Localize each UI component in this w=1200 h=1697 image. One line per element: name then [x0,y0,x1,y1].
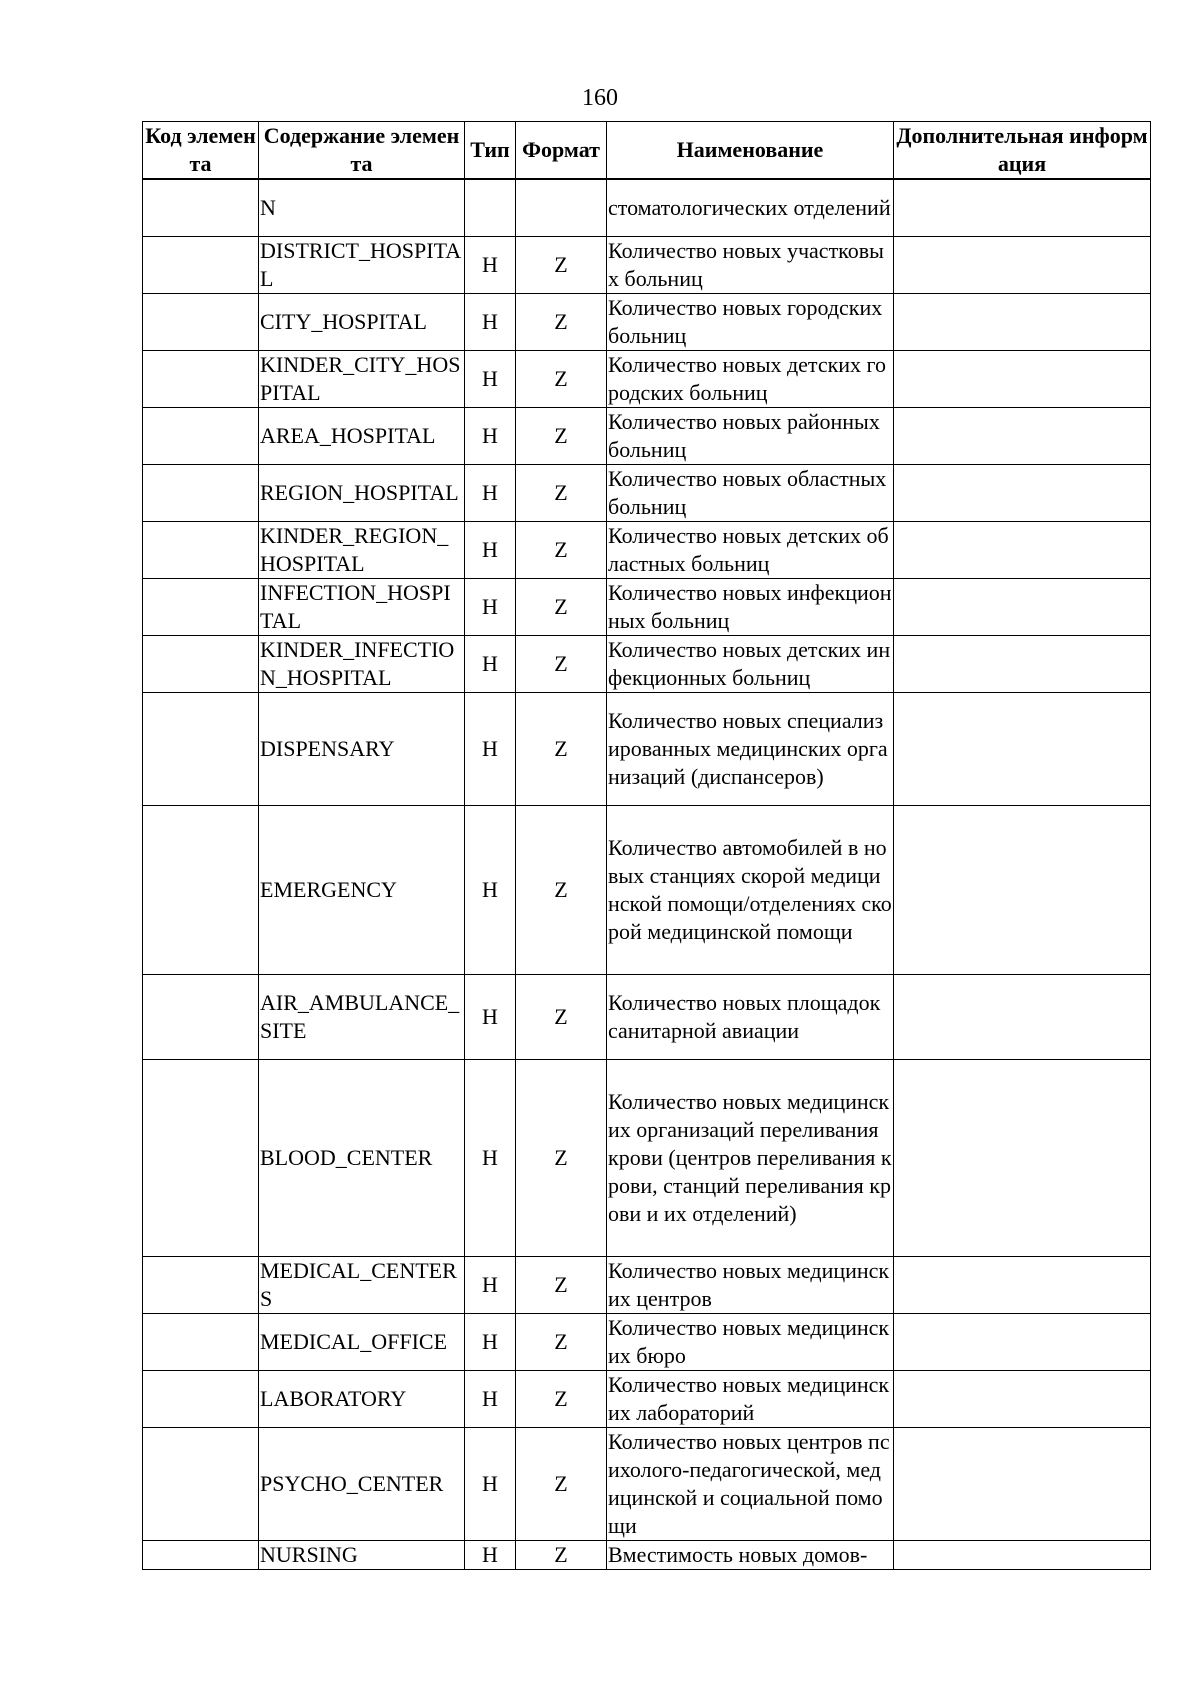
row-info-cell [894,1059,1151,1256]
row-type-cell: H [465,1370,516,1427]
row-info-cell [894,1313,1151,1370]
row-content-cell: BLOOD_CENTER [259,1059,465,1256]
row-name-cell: Количество новых медицинских центров [607,1256,894,1313]
row-format-cell: Z [516,293,607,350]
row-code-cell [143,236,259,293]
row-format-cell: Z [516,1313,607,1370]
row-content-cell: DISPENSARY [259,692,465,805]
header-code: Код элемента [143,122,259,180]
row-content-cell: MEDICAL_CENTERS [259,1256,465,1313]
header-format: Формат [516,122,607,180]
row-type-cell: H [465,805,516,974]
row-code-cell [143,974,259,1059]
table-row [143,635,1151,692]
row-info-cell [894,236,1151,293]
row-type-cell: H [465,236,516,293]
row-type-cell: H [465,578,516,635]
row-info-cell [894,1370,1151,1427]
row-info-cell [894,805,1151,974]
row-name-cell: Количество новых городских больниц [607,293,894,350]
row-code-cell [143,692,259,805]
row-name-cell: Количество новых участковых больниц [607,236,894,293]
row-format-cell: Z [516,578,607,635]
row-code-cell [143,407,259,464]
row-type-cell: H [465,1540,516,1569]
row-content-cell: KINDER_INFECTION_HOSPITAL [259,635,465,692]
row-format-cell: Z [516,974,607,1059]
row-format-cell: Z [516,1427,607,1540]
row-content-cell: INFECTION_HOSPITAL [259,578,465,635]
row-content-cell: LABORATORY [259,1370,465,1427]
table-row [143,1540,1151,1569]
row-code-cell [143,464,259,521]
row-format-cell: Z [516,350,607,407]
row-code-cell [143,635,259,692]
row-name-cell: Количество новых специализированных медицинских организаций (диспансеров) [607,692,894,805]
header-content: Содержание элемента [259,122,465,180]
row-name-cell: Количество новых инфекционных больниц [607,578,894,635]
row-format-cell: Z [516,464,607,521]
row-code-cell [143,350,259,407]
row-info-cell [894,1427,1151,1540]
row-format-cell: Z [516,1540,607,1569]
row-code-cell [143,805,259,974]
table-row [143,692,1151,805]
row-format-cell: Z [516,407,607,464]
table-row [143,293,1151,350]
header-type: Тип [465,122,516,180]
table-row [143,1427,1151,1540]
table-row [143,578,1151,635]
row-code-cell [143,1540,259,1569]
row-type-cell: H [465,407,516,464]
row-format-cell: Z [516,635,607,692]
row-code-cell [143,1370,259,1427]
row-content-cell: DISTRICT_HOSPITAL [259,236,465,293]
table-row [143,974,1151,1059]
row-name-cell: Вместимость новых домов- [607,1540,894,1569]
row-content-cell: N [259,179,465,236]
table-body [143,179,1151,1569]
row-type-cell: H [465,1313,516,1370]
row-name-cell: стоматологических отделений [607,179,894,236]
table-row [143,236,1151,293]
row-code-cell [143,1313,259,1370]
row-format-cell: Z [516,1059,607,1256]
table-row [143,464,1151,521]
row-type-cell: H [465,521,516,578]
table-row [143,179,1151,236]
row-code-cell [143,179,259,236]
row-type-cell [465,179,516,236]
table-row [143,1256,1151,1313]
row-type-cell: H [465,293,516,350]
row-format-cell: Z [516,1370,607,1427]
row-name-cell: Количество новых медицинских бюро [607,1313,894,1370]
row-content-cell: MEDICAL_OFFICE [259,1313,465,1370]
table-row [143,350,1151,407]
row-name-cell: Количество новых детских городских больниц [607,350,894,407]
row-info-cell [894,407,1151,464]
page-number: 160 [582,85,618,111]
row-code-cell [143,1427,259,1540]
row-name-cell: Количество новых медицинских лабораторий [607,1370,894,1427]
row-name-cell: Количество новых детских областных больниц [607,521,894,578]
row-name-cell: Количество новых областных больниц [607,464,894,521]
row-format-cell: Z [516,692,607,805]
row-name-cell: Количество автомобилей в новых станциях скорой медицинской помощи/отделениях скорой медицинской помощи [607,805,894,974]
row-info-cell [894,635,1151,692]
row-format-cell: Z [516,1256,607,1313]
row-content-cell: REGION_HOSPITAL [259,464,465,521]
row-info-cell [894,974,1151,1059]
row-content-cell: PSYCHO_CENTER [259,1427,465,1540]
row-type-cell: H [465,1427,516,1540]
row-content-cell: AIR_AMBULANCE_SITE [259,974,465,1059]
row-format-cell [516,179,607,236]
row-type-cell: H [465,635,516,692]
table-row [143,1313,1151,1370]
row-type-cell: H [465,974,516,1059]
row-code-cell [143,293,259,350]
row-content-cell: AREA_HOSPITAL [259,407,465,464]
table-row [143,1059,1151,1256]
row-content-cell: CITY_HOSPITAL [259,293,465,350]
row-content-cell: KINDER_REGION_HOSPITAL [259,521,465,578]
table-row [143,805,1151,974]
row-content-cell: EMERGENCY [259,805,465,974]
header-info: Дополнительная информация [894,122,1151,180]
row-info-cell [894,179,1151,236]
header-name: Наименование [607,122,894,180]
row-type-cell: H [465,464,516,521]
row-code-cell [143,521,259,578]
row-type-cell: H [465,350,516,407]
row-code-cell [143,1059,259,1256]
row-type-cell: H [465,1059,516,1256]
row-name-cell: Количество новых районных больниц [607,407,894,464]
row-content-cell: NURSING [259,1540,465,1569]
row-name-cell: Количество новых детских инфекционных больниц [607,635,894,692]
row-info-cell [894,1540,1151,1569]
row-code-cell [143,1256,259,1313]
row-format-cell: Z [516,236,607,293]
table-row [143,1370,1151,1427]
row-code-cell [143,578,259,635]
table-row [143,407,1151,464]
row-name-cell: Количество новых центров психолого-педагогической, медицинской и социальной помощи [607,1427,894,1540]
row-format-cell: Z [516,805,607,974]
row-name-cell: Количество новых площадок санитарной авиации [607,974,894,1059]
row-info-cell [894,521,1151,578]
row-content-cell: KINDER_CITY_HOSPITAL [259,350,465,407]
row-info-cell [894,1256,1151,1313]
spec-table [142,121,1151,1570]
row-format-cell: Z [516,521,607,578]
table-row [143,521,1151,578]
table-header-row [143,122,1151,180]
row-info-cell [894,578,1151,635]
row-info-cell [894,692,1151,805]
row-type-cell: H [465,692,516,805]
row-info-cell [894,293,1151,350]
row-info-cell [894,464,1151,521]
row-type-cell: H [465,1256,516,1313]
row-info-cell [894,350,1151,407]
row-name-cell: Количество новых медицинских организаций переливания крови (центров переливания крови, станций переливания крови и их отделений) [607,1059,894,1256]
